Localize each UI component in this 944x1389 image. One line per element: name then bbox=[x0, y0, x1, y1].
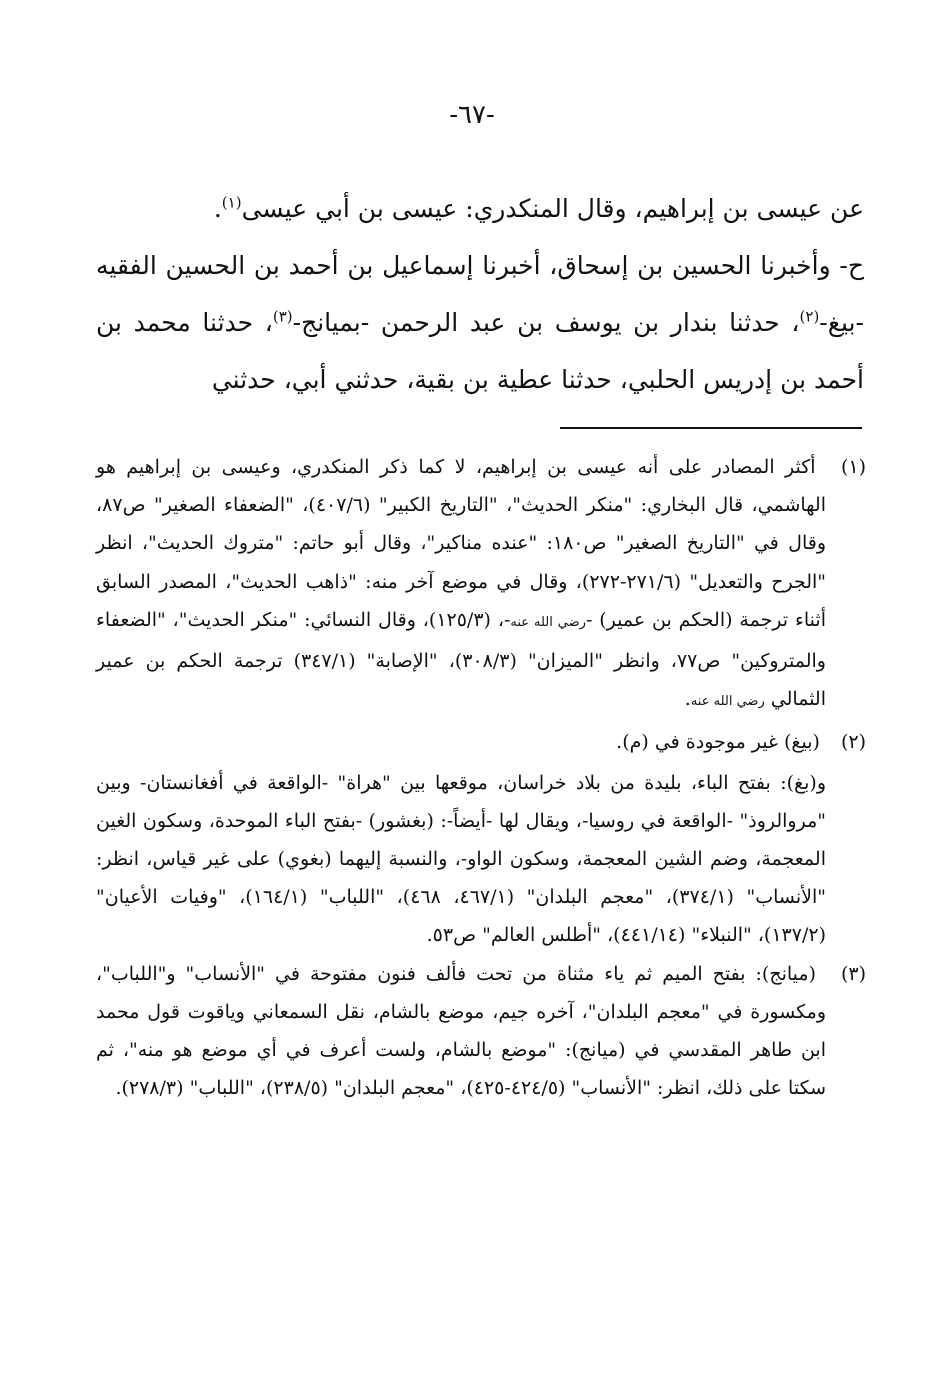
footnote-number: (١) bbox=[840, 456, 867, 478]
footnote-text: أكثر المصادر على أنه عيسى بن إبراهيم، لا كما ذكر المنكدري، وعيسى بن إبراهيم هو الهاشمي، قال البخاري: "منكر الحديث"، "التاريخ الكبير" (٤٠٧/٦)، "الضعفاء الصغير" ص٨٧، وقال في "التاريخ الصغير" ص١٨٠: "عنده مناكير"، وقال أبو حاتم: "متروك الحديث"، انظر "الجرح والتعديل" (٢٧١/٦-٢٧٢)، وقال في موضع آخر منه: "ذاهب الحديث"، المصدر السابق أثناء ترجمة (الحكم بن عمير) - bbox=[96, 456, 827, 631]
main-paragraph-2 bbox=[96, 237, 864, 408]
footnote-text: (بيغ) غير موجودة في (م). bbox=[616, 731, 820, 754]
main-paragraph-1 bbox=[96, 180, 864, 237]
honorific: رضي الله عنه bbox=[510, 614, 586, 630]
footnote-text: -، (١٢٥/٣)، وقال النسائي: "منكر الحديث"، "الضعفاء والمتروكين" ص٧٧، وانظر "الميزان" (٣٠٨/٣)، "الإصابة" (٣٤٧/١) ترجمة الحكم بن عمير الثمالي bbox=[96, 608, 826, 711]
footnote-ref-2: (٢) bbox=[799, 307, 820, 326]
footnote-2-continuation: و(بغ): بفتح الباء، بليدة من بلاد خراسان، موقعها بين "هراة" -الواقعة في أفغانستان- وبين "مروالروذ" -الواقعة في روسيا-، ويقال لها -أيضاً-: (بغشور) -بفتح الباء الموحدة، وسكون الغين المعجمة، وضم الشين المعجمة، وسكون الواو-، والنسبة إليهما (بغوي) على غير قياس، انظر: "الأنساب" (٣٧٤/١)، "معجم البلدان" (٤٦٧/١، ٤٦٨)، "اللباب" (١٦٤/١)، "وفيات الأعيان" (١٣٧/٢)، "النبلاء" (٤٤١/١٤)، "أطلس العالم" ص٥٣. bbox=[96, 771, 827, 947]
footnote-separator bbox=[560, 427, 862, 429]
main-text-segment: ، حدثنا بندار بن يوسف بن عبد الرحمن -بميانج- bbox=[292, 308, 800, 337]
footnote-ref-1: (١) bbox=[221, 193, 242, 212]
footnote-ref-3: (٣) bbox=[272, 307, 293, 326]
footnote-text: (ميانج): بفتح الميم ثم ياء مثناة من تحت فألف فنون مفتوحة في "الأنساب" و"اللباب"، ومكسورة في "معجم البلدان"، آخره جيم، موضع بالشام، نقل السمعاني وياقوت قول محمد ابن طاهر المقدسي في (ميانج): "موضع بالشام، ولست أعرف في أي موضع هو منه"، ثم سكتا على ذلك، انظر: "الأنساب" (٤٢٤/٥-٤٢٥)، "معجم البلدان" (٢٣٨/٥)، "اللباب" (٢٧٨/٣). bbox=[96, 962, 826, 1100]
footnote-2 bbox=[96, 723, 866, 761]
footnote-1 bbox=[96, 448, 866, 721]
main-text-segment: ، حدثنا محمد بن أحمد بن إدريس الحلبي، حدثنا عطية بن بقية، حدثني أبي، حدثني bbox=[96, 308, 864, 394]
footnote-number: (٢) bbox=[840, 731, 866, 754]
main-text-segment: ح- وأخبرنا الحسين بن إسحاق، أخبرنا إسماعيل بن أحمد بن الحسين الفقيه -بيغ- bbox=[96, 251, 864, 337]
footnote-3 bbox=[96, 955, 866, 1108]
footnote-text: . bbox=[684, 688, 691, 711]
main-text-end: . bbox=[213, 194, 222, 223]
footnote-number: (٣) bbox=[840, 962, 866, 985]
main-text bbox=[96, 180, 864, 408]
footnotes bbox=[96, 448, 866, 1109]
page-number: -٦٧- bbox=[449, 100, 495, 130]
main-text-line: عن عيسى بن إبراهيم، وقال المنكدري: عيسى بن أبي عيسى bbox=[241, 194, 864, 223]
honorific: رضي الله عنه bbox=[690, 694, 765, 710]
